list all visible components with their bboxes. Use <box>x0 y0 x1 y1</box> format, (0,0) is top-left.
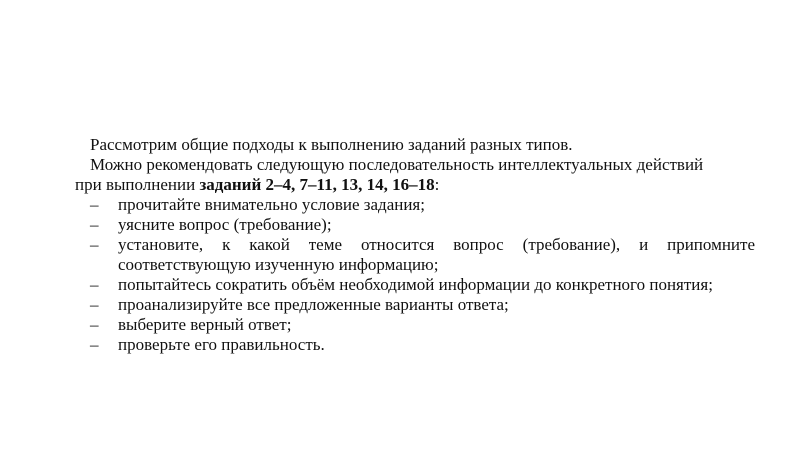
step-text: выберите верный ответ; <box>118 315 292 334</box>
list-item <box>75 315 755 335</box>
intro-paragraph: Рассмотрим общие подходы к выполнению заданий разных типов. <box>90 135 573 154</box>
dash-marker: – <box>90 215 99 234</box>
list-item <box>75 195 755 215</box>
step-text: попытайтесь сократить объём необходимой информации до конкретного понятия; <box>118 275 713 294</box>
document-body <box>75 135 755 355</box>
recommendation-line: Можно рекомендовать следующую последовательность интеллектуальных действий <box>90 155 704 174</box>
step-text: проанализируйте все предложенные варианты ответа; <box>118 295 509 314</box>
recommendation-suffix: : <box>434 175 440 194</box>
step-text: проверьте его правильность. <box>118 335 325 354</box>
list-item <box>75 275 755 295</box>
list-item <box>75 215 755 235</box>
recommendation-continuation <box>75 175 755 195</box>
dash-marker: – <box>90 335 99 354</box>
dash-marker: – <box>90 295 99 314</box>
dash-marker: – <box>90 195 99 214</box>
dash-marker: – <box>90 315 99 334</box>
dash-marker: – <box>90 275 99 294</box>
recommendation-prefix: при выполнении <box>75 175 200 194</box>
step-text: уясните вопрос (требование); <box>118 215 332 234</box>
list-item <box>75 235 755 275</box>
task-numbers: заданий 2–4, 7–11, 13, 14, 16–18 <box>199 175 435 194</box>
list-item <box>75 295 755 315</box>
dash-marker: – <box>90 235 99 254</box>
step-text: установите, к какой теме относится вопрос (требование), и припомните соответствующую изученную информацию; <box>118 235 755 274</box>
list-item <box>75 335 755 355</box>
step-text: прочитайте внимательно условие задания; <box>118 195 425 214</box>
steps-list <box>75 195 755 355</box>
